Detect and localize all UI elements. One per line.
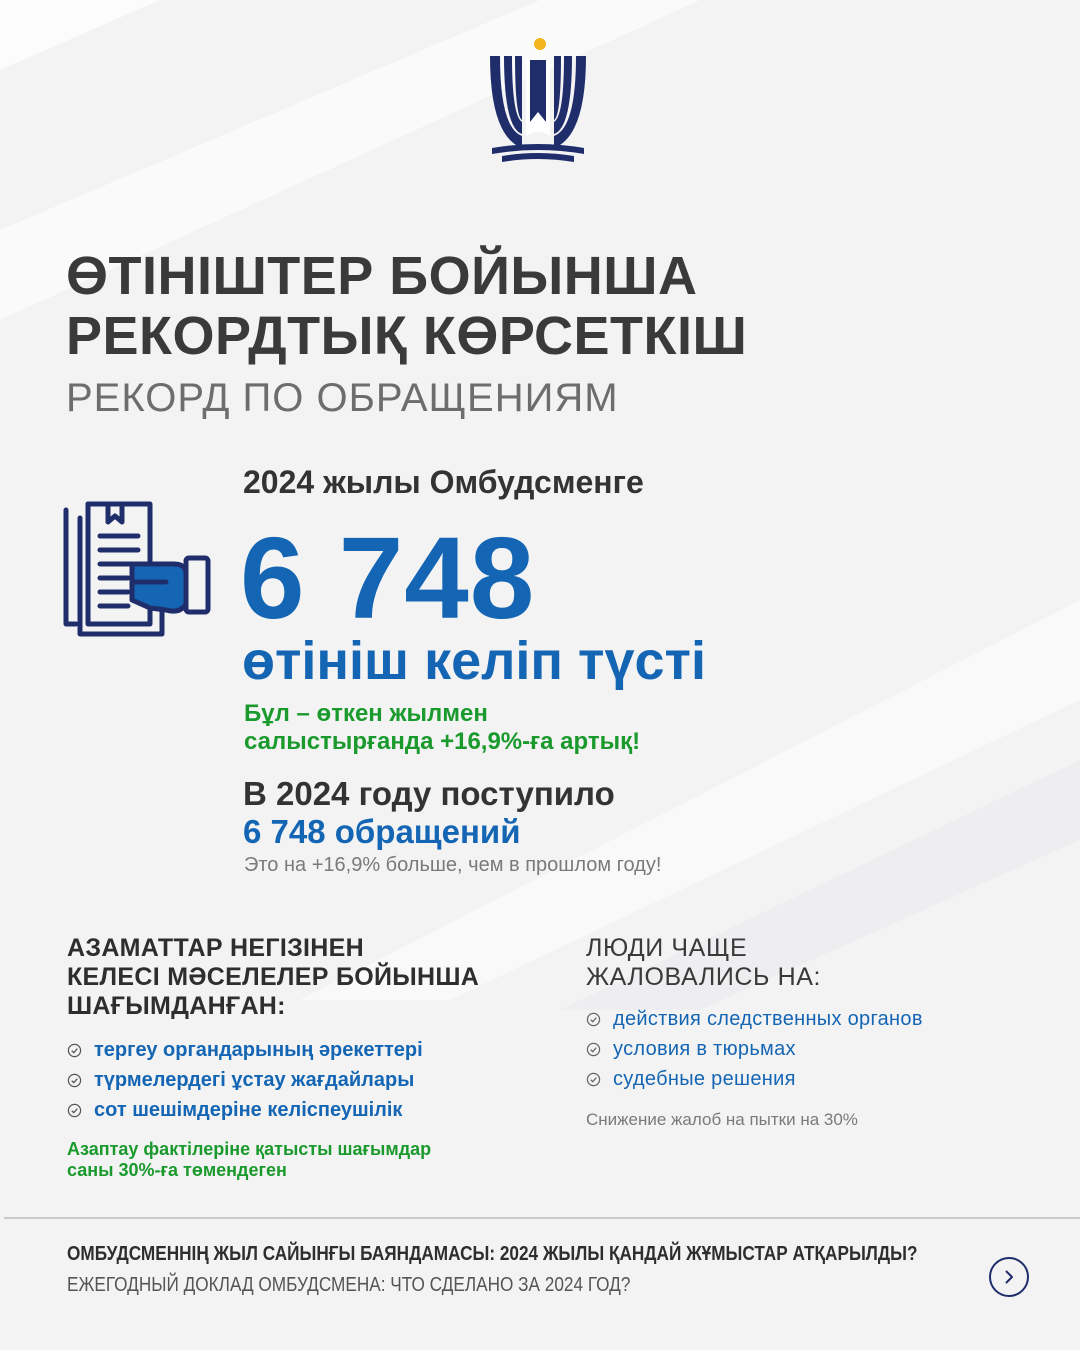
complaints-ru-heading-line-2: ЖАЛОВАЛИСЬ НА:	[586, 963, 822, 991]
torture-note-kz-line-1: Азаптау фактілеріне қатысты шағымдар	[67, 1139, 432, 1159]
complaints-kz-heading-line-1: АЗАМАТТАР НЕГІЗІНЕН	[67, 934, 364, 962]
complaints-kz-section	[67, 934, 547, 1181]
footer-link-kz[interactable]: ОМБУДСМЕННІҢ ЖЫЛ САЙЫНҒЫ БАЯНДАМАСЫ: 2024 ЖЫЛЫ ҚАНДАЙ ЖҰМЫСТАР АТҚАРЫЛДЫ?	[67, 1243, 918, 1265]
torture-note-ru: Снижение жалоб на пытки на 30%	[586, 1110, 858, 1129]
torture-note-kz	[67, 1139, 547, 1181]
complaints-kz-heading-line-2: КЕЛЕСІ МӘСЕЛЕЛЕР БОЙЫНША	[67, 963, 480, 991]
list-item	[67, 1065, 547, 1095]
list-item-label: условия в тюрьмах	[613, 1037, 796, 1060]
list-item	[67, 1095, 547, 1125]
increase-note-kz	[244, 700, 764, 756]
applications-count: 6 748	[240, 513, 536, 643]
check-circle-icon	[586, 1072, 601, 1087]
page-title	[66, 246, 747, 366]
title-line-2: РЕКОРДТЫҚ КӨРСЕТКІШ	[66, 306, 748, 366]
complaints-kz-list	[67, 1035, 547, 1125]
list-item	[67, 1035, 547, 1065]
check-circle-icon	[67, 1103, 82, 1118]
footer-divider	[4, 1217, 1080, 1219]
check-circle-icon	[67, 1043, 82, 1058]
page-subtitle: РЕКОРД ПО ОБРАЩЕНИЯМ	[66, 376, 619, 420]
list-item-label: действия следственных органов	[613, 1007, 923, 1030]
list-item-label: тергеу органдарының әрекеттері	[94, 1038, 423, 1061]
ombudsman-emblem-icon	[482, 36, 594, 168]
chevron-right-icon	[1001, 1269, 1017, 1285]
list-item-label: түрмелердегі ұстау жағдайлары	[94, 1068, 415, 1091]
title-line-1: ӨТІНІШТЕР БОЙЫНША	[66, 246, 698, 306]
complaints-ru-section	[586, 934, 1056, 1130]
increase-note-kz-line-2: салыстырғанда +16,9%-ға артық!	[244, 728, 641, 755]
list-item-label: сот шешімдеріне келіспеушілік	[94, 1098, 403, 1121]
list-item	[586, 1004, 1056, 1034]
complaints-ru-list	[586, 1004, 1056, 1094]
complaints-ru-heading	[586, 934, 1056, 992]
list-item	[586, 1034, 1056, 1064]
ru-increase-note: Это на +16,9% больше, чем в прошлом году!	[244, 854, 662, 876]
next-button[interactable]	[989, 1257, 1029, 1297]
ru-applications-count: 6 748 обращений	[243, 813, 521, 850]
check-circle-icon	[67, 1073, 82, 1088]
check-circle-icon	[586, 1042, 601, 1057]
stats-intro: 2024 жылы Омбудсменге	[243, 464, 644, 500]
list-item	[586, 1064, 1056, 1094]
increase-note-kz-line-1: Бұл – өткен жылмен	[244, 700, 488, 727]
complaints-kz-heading-line-3: ШАҒЫМДАНҒАН:	[67, 992, 286, 1020]
torture-note-kz-line-2: саны 30%-ға төмендеген	[67, 1160, 287, 1180]
check-circle-icon	[586, 1012, 601, 1027]
document-in-hand-icon	[62, 500, 214, 642]
received-label: өтініш келіп түсті	[242, 631, 707, 691]
ru-stats-heading: В 2024 году поступило	[243, 775, 615, 812]
complaints-kz-heading	[67, 934, 547, 1021]
complaints-ru-heading-line-1: ЛЮДИ ЧАЩЕ	[586, 934, 748, 962]
list-item-label: судебные решения	[613, 1067, 796, 1090]
footer-link-ru[interactable]: ЕЖЕГОДНЫЙ ДОКЛАД ОМБУДСМЕНА: ЧТО СДЕЛАНО ЗА 2024 ГОД?	[67, 1274, 631, 1296]
